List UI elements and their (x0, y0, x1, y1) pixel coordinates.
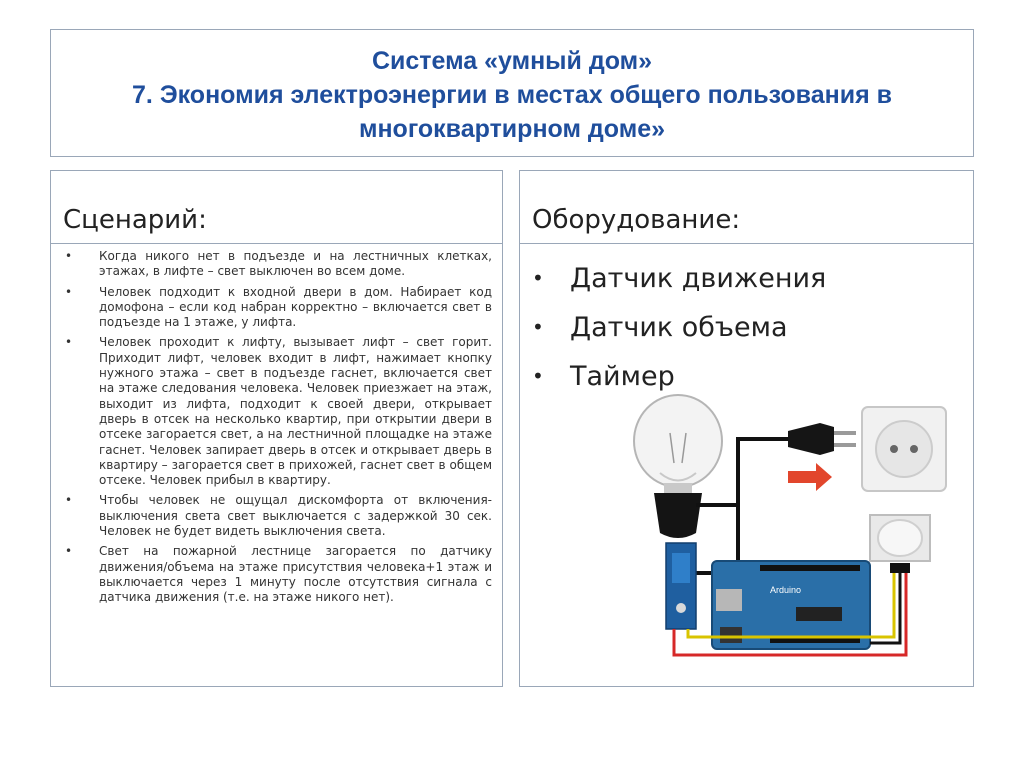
scenario-item-text: Когда никого нет в подъезде и на лестничных клетках, этажах, в лифте – свет выключен во всем доме. (99, 249, 492, 279)
scenario-item-text: Человек проходит к лифту, вызывает лифт – свет горит. Приходит лифт, человек входит в лифт, нажимает кнопку нужного этажа – свет в подъезде гаснет, включается свет на этаже следования человека. Человек приезжает на этаж, выходит из лифта, подходит к своей двери, открывает дверь в отсек на несколько квартир, при открытии двери в отсеке загорается свет, а на лестничной площадке на этаже гаснет. Человек запирает дверь в отсек и открывает дверь в квартиру – загорается свет в прихожей, гаснет свет в общем отсеке. Человек прибыл в квартиру. (99, 335, 492, 488)
equipment-item (530, 254, 973, 303)
bullet-icon: • (65, 335, 73, 350)
scenario-item (61, 493, 492, 539)
relay-module-icon (666, 543, 696, 629)
equipment-list (520, 244, 973, 401)
bullet-icon: • (532, 315, 544, 339)
arduino-wiring-diagram (620, 393, 960, 683)
equipment-heading: Оборудование: (520, 171, 973, 244)
title-line1: Система «умный дом» (371, 47, 653, 75)
scenario-item-text: Свет на пожарной лестнице загорается по датчику движения/объема на этаже присутствия человека+1 этаж и выключается через 1 минуту после отсутствия сигнала с датчика движения (т.е. на этаже никого нет). (99, 544, 492, 605)
bullet-icon: • (65, 544, 73, 559)
bullet-icon: • (65, 249, 73, 263)
pir-sensor-icon (870, 515, 930, 573)
equipment-panel (519, 170, 974, 687)
scenario-item (61, 249, 492, 280)
scenario-list (51, 244, 502, 606)
bullet-icon: • (532, 266, 544, 290)
equipment-item (530, 303, 973, 352)
equipment-item-text: Датчик движения (570, 263, 827, 294)
scenario-item (61, 285, 492, 331)
scenario-item-text: Чтобы человек не ощущал дискомфорта от включения-выключения света свет выключается с задержкой 30 сек. Человек не будет видеть выключения света. (99, 493, 492, 539)
arduino-label: Arduino (770, 585, 802, 595)
arrow-icon (788, 463, 832, 491)
title-line2: 7. Экономия электроэнергии в местах общего пользования в многоквартирном доме» (132, 81, 892, 143)
bullet-icon: • (65, 284, 73, 299)
scenario-item (61, 544, 492, 605)
socket-icon (862, 407, 946, 491)
bullet-icon: • (532, 364, 544, 388)
scenario-panel (50, 170, 503, 687)
light-bulb-icon (634, 395, 722, 538)
scenario-item-text: Человек подходит к входной двери в дом. Набирает код домофона – если код набран корректно – включается свет в подъезде на 1 этаже, у лифта. (99, 284, 492, 330)
plug-icon (788, 423, 856, 455)
equipment-item-text: Таймер (570, 361, 675, 392)
equipment-item-text: Датчик объема (570, 312, 788, 343)
scenario-heading: Сценарий: (51, 171, 502, 244)
title-box (50, 29, 974, 157)
bullet-icon: • (65, 493, 73, 508)
scenario-item (61, 335, 492, 488)
